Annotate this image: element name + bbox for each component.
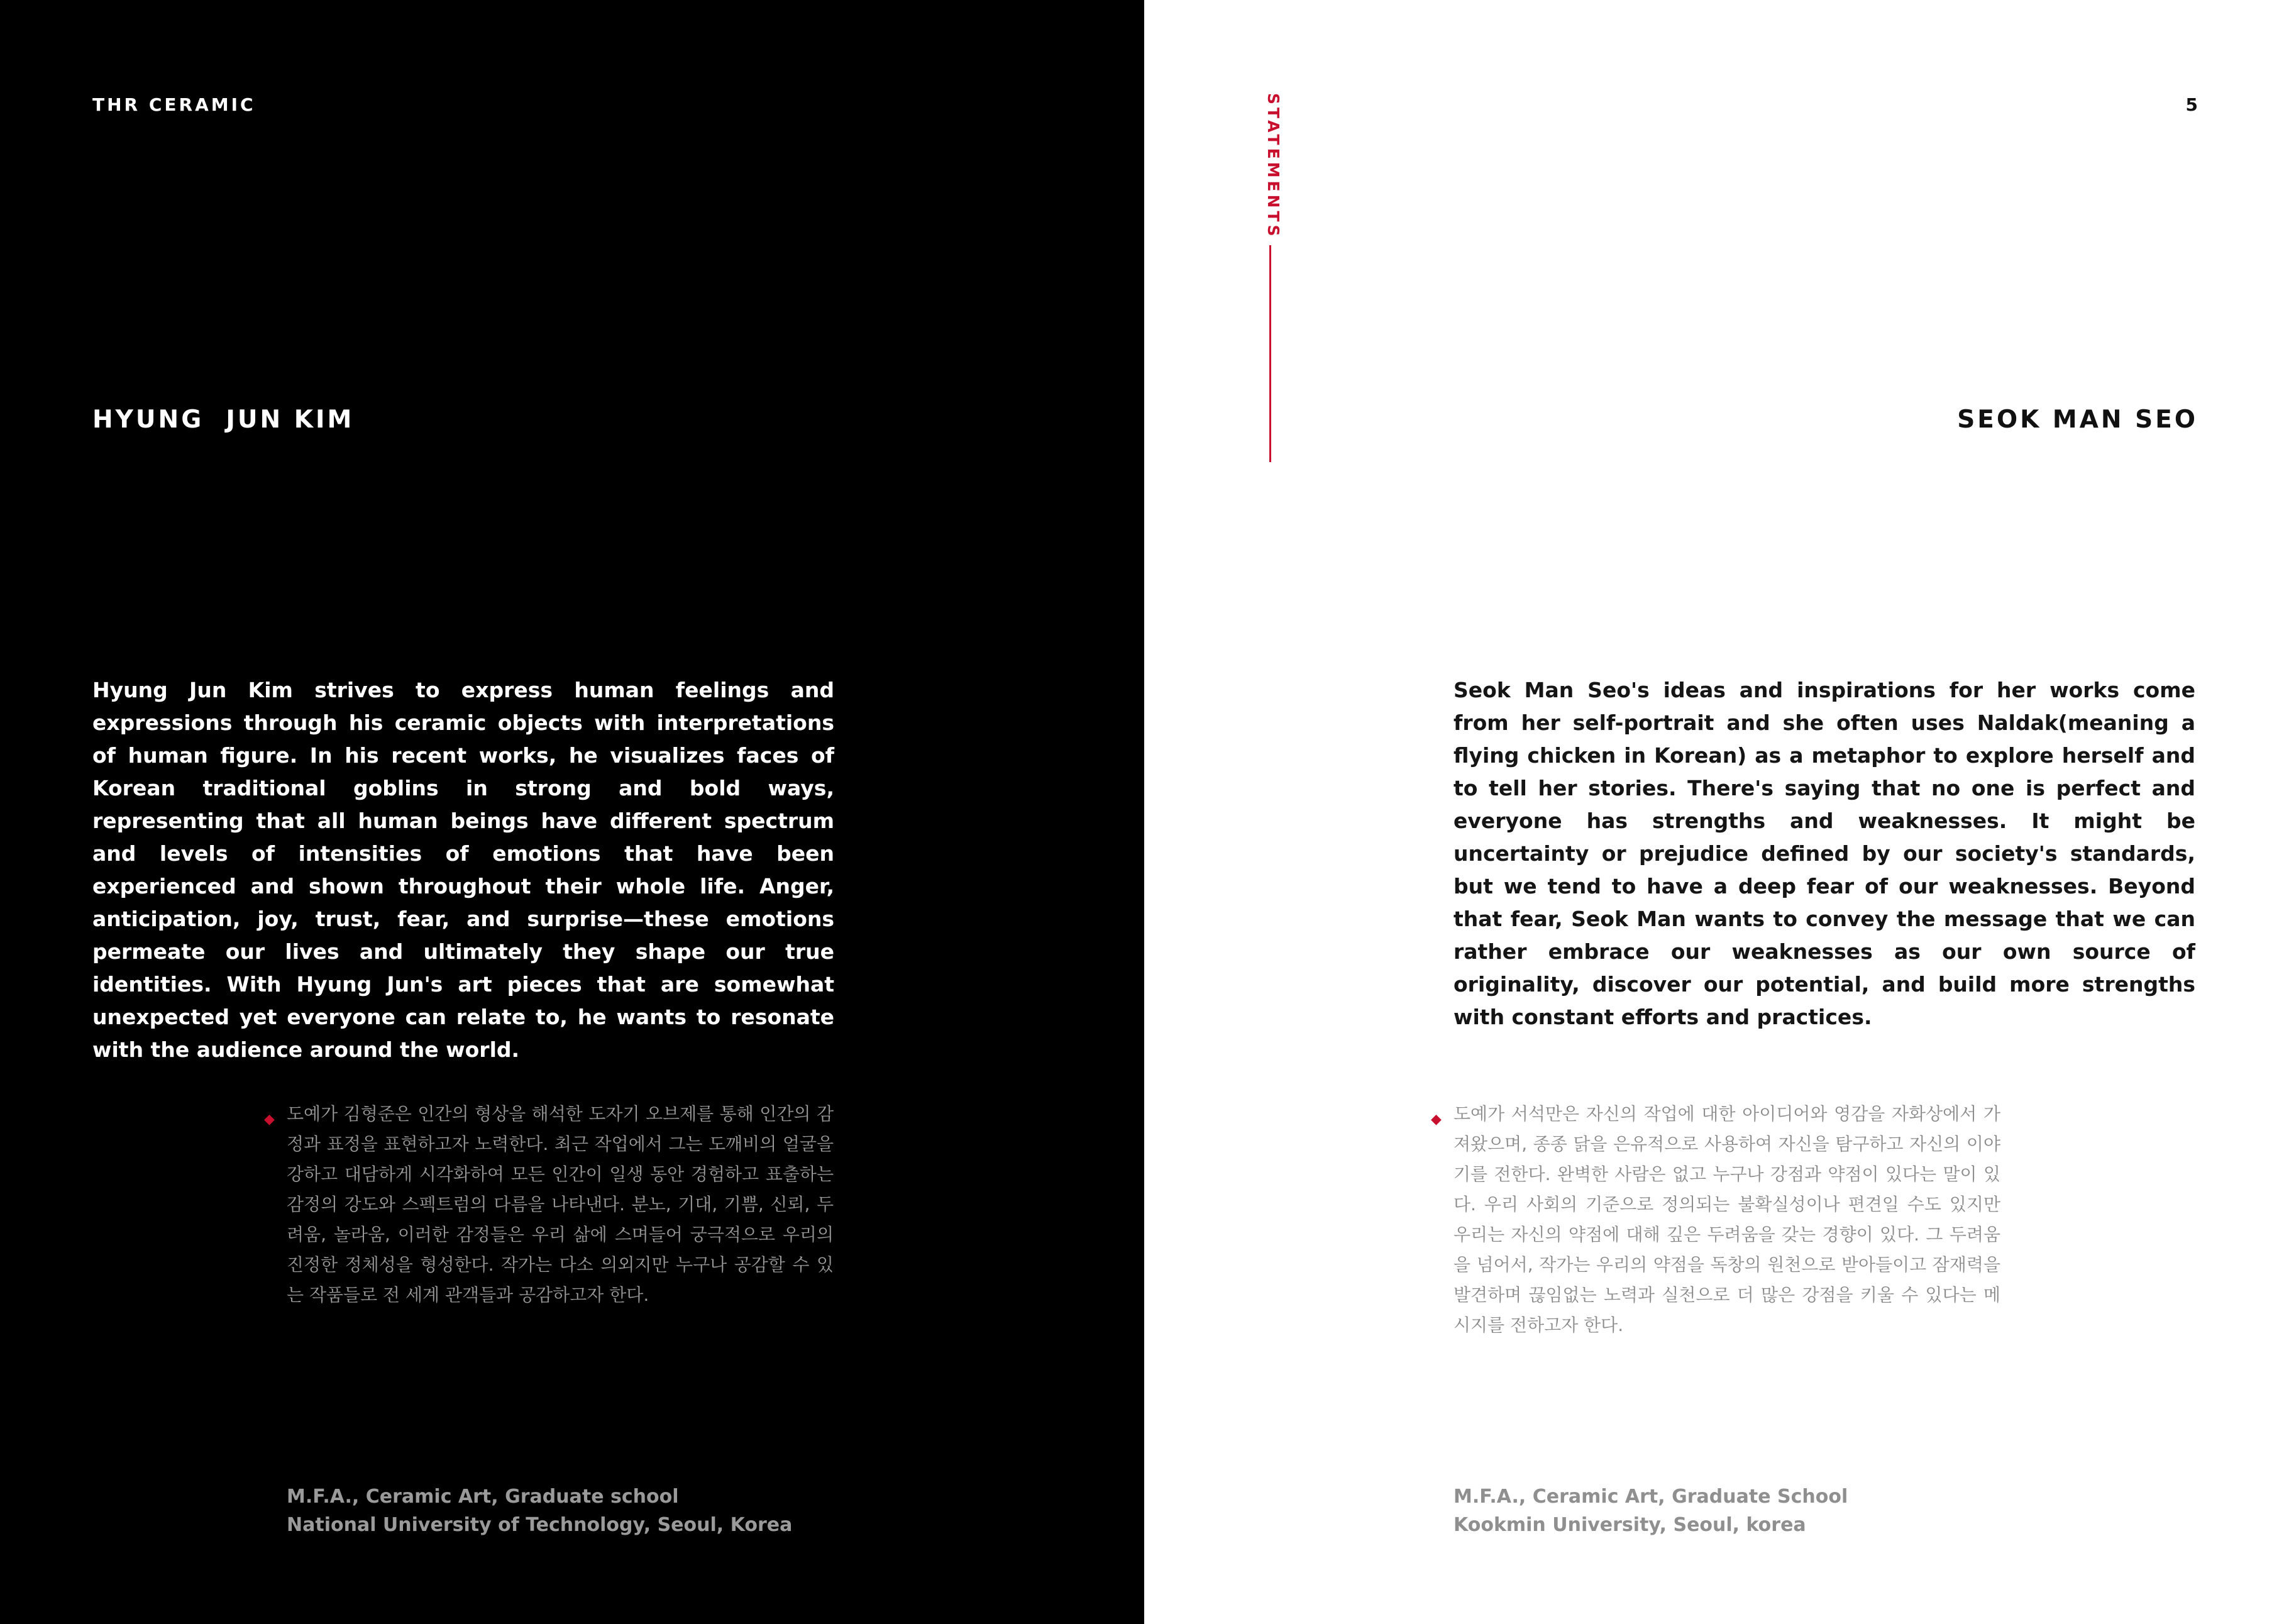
statement-english-seok-man-seo: Seok Man Seo's ideas and inspirations for her works come from her self-portrait and she often uses Naldak(meaning a flying chicken in Korean) as a metaphor to explore herself and to tell her stories. There's saying that no one is perfect and everyone has strengths and weaknesses. It might be uncertainty or prejudice defined by our society's standards, but we tend to have a deep fear of our weaknesses. Beyond that fear, Seok Man wants to convey the message that we can rather embrace our weaknesses as our own source of originality, discover our potential, and build more strengths with constant efforts and practices. — [1453, 678, 2195, 1029]
page-number: 5 — [2185, 94, 2198, 115]
credential-degree: M.F.A., Ceramic Art, Graduate School — [1453, 1486, 1848, 1508]
running-head: THR CERAMIC — [92, 94, 256, 115]
left-page — [0, 0, 1144, 1624]
section-divider-line — [1269, 245, 1271, 462]
credential-school: National University of Technology, Seoul, Korea — [287, 1514, 793, 1536]
section-label: STATEMENTS — [1264, 93, 1282, 240]
statement-korean-seok-man-seo: 도예가 서석만은 자신의 작업에 대한 아이디어와 영감을 자화상에서 가져왔으며, 종종 닭을 은유적으로 사용하여 자신을 탐구하고 자신의 이야기를 전한다. 완벽한 사람은 없고 누구나 강점과 약점이 있다는 말이 있다. 우리 사회의 기준으로 정의되는 불확실성이나 편견일 수도 있지만 우리는 자신의 약점에 대해 깊은 두려움을 갖는 경향이 있다. 그 두려움을 넘어서, 작가는 우리의 약점을 독창의 원천으로 받아들이고 잠재력을 발견하며 끊임없는 노력과 실천으로 더 많은 강점을 키울 수 있다는 메시지를 전하고자 한다. — [1453, 1103, 2000, 1335]
diamond-icon: ◆ — [264, 1112, 275, 1127]
credentials-hyung-jun-kim — [287, 1483, 792, 1539]
statement-english-hyung-jun-kim: Hyung Jun Kim strives to express human feelings and expressions through his ceramic objects with interpretations of human figure. In his recent works, he visualizes faces of Korean traditional goblins in strong and bold ways, representing that all human beings have different spectrum and levels of intensities of emotions that have been experienced and shown throughout their whole life. Anger, anticipation, joy, trust, fear, and surprise—these emotions permeate our lives and ultimately they shape our true identities. With Hyung Jun's art pieces that are somewhat unexpected yet everyone can relate to, he wants to resonate with the audience around the world. — [92, 678, 834, 1062]
credentials-seok-man-seo — [1453, 1483, 1848, 1539]
credential-school: Kookmin University, Seoul, korea — [1453, 1514, 1806, 1536]
artist-name-seok-man-seo: SEOK MAN SEO — [1957, 406, 2198, 434]
statement-korean-hyung-jun-kim: 도예가 김형준은 인간의 형상을 해석한 도자기 오브제를 통해 인간의 감정과 표정을 표현하고자 노력한다. 최근 작업에서 그는 도깨비의 얼굴을 강하고 대담하게 시각화하여 모든 인간이 일생 동안 경험하고 표출하는 감정의 강도와 스펙트럼의 다름을 나타낸다. 분노, 기대, 기쁨, 신뢰, 두려움, 놀라움, 이러한 감정들은 우리 삶에 스며들어 궁극적으로 우리의 진정한 정체성을 형성한다. 작가는 다소 의외지만 누구나 공감할 수 있는 작품들로 전 세계 관객들과 공감하고자 한다. — [287, 1103, 834, 1305]
artist-name-hyung-jun-kim: HYUNG JUN KIM — [92, 406, 355, 434]
section-tab — [1257, 93, 1282, 370]
diamond-icon: ◆ — [1431, 1112, 1442, 1127]
credential-degree: M.F.A., Ceramic Art, Graduate school — [287, 1486, 679, 1508]
